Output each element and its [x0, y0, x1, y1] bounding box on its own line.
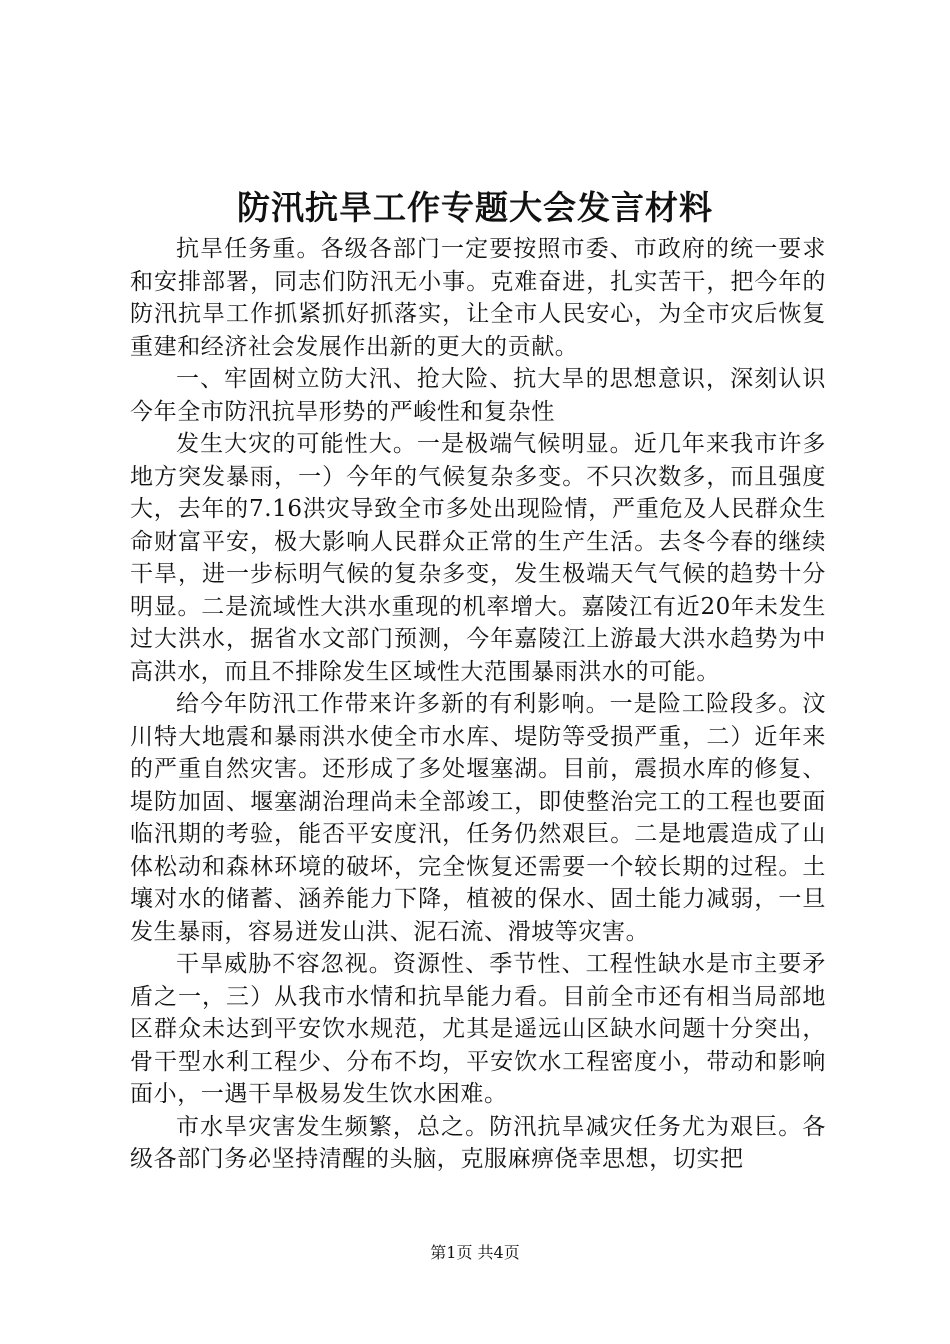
document-title: 防汛抗旱工作专题大会发言材料: [237, 188, 713, 227]
body-paragraph: 一、牢固树立防大汛、抢大险、抗大旱的思想意识，深刻认识今年全市防汛抗旱形势的严峻性和复杂性: [130, 366, 826, 425]
body-paragraph: 干旱威胁不容忽视。资源性、季节性、工程性缺水是市主要矛盾之一，三）从我市水情和抗旱能力看。目前全市还有相当局部地区群众未达到平安饮水规范，尤其是遥远山区缺水问题十分突出，骨干型水利工程少、分布不均，平安饮水工程密度小，带动和影响面小，一遇干旱极易发生饮水困难。: [130, 951, 826, 1107]
document-body: [130, 233, 826, 1176]
body-paragraph: 给今年防汛工作带来许多新的有利影响。一是险工险段多。汶川特大地震和暴雨洪水使全市水库、堤防等受损严重，二）近年来的严重自然灾害。还形成了多处堰塞湖。目前，震损水库的修复、堤防加固、堰塞湖治理尚未全部竣工，即使整治完工的工程也要面临汛期的考验，能否平安度汛，任务仍然艰巨。二是地震造成了山体松动和森林环境的破坏，完全恢复还需要一个较长期的过程。土壤对水的储蓄、涵养能力下降，植被的保水、固土能力减弱，一旦发生暴雨，容易迸发山洪、泥石流、滑坡等灾害。: [130, 691, 826, 945]
body-paragraph: 抗旱任务重。各级各部门一定要按照市委、市政府的统一要求和安排部署，同志们防汛无小事。克难奋进，扎实苦干，把今年的防汛抗旱工作抓紧抓好抓落实，让全市人民安心，为全市灾后恢复重建和经济社会发展作出新的更大的贡献。: [130, 236, 826, 360]
body-paragraph: 发生大灾的可能性大。一是极端气候明显。近几年来我市许多地方突发暴雨，一）今年的气候复杂多变。不只次数多，而且强度大，去年的7.16洪灾导致全市多处出现险情，严重危及人民群众生命财富平安，极大影响人民群众正常的生产生活。去冬今春的继续干旱，进一步标明气候的复杂多变，发生极端天气气候的趋势十分明显。二是流域性大洪水重现的机率增大。嘉陵江有近20年未发生过大洪水，据省水文部门预测，今年嘉陵江上游最大洪水趋势为中高洪水，而且不排除发生区域性大范围暴雨洪水的可能。: [130, 431, 826, 685]
body-paragraph: 市水旱灾害发生频繁，总之。防汛抗旱减灾任务尤为艰巨。各级各部门务必坚持清醒的头脑，克服麻痹侥幸思想，切实把: [130, 1113, 826, 1172]
page-number-footer: 第1页 共4页: [430, 1243, 520, 1262]
